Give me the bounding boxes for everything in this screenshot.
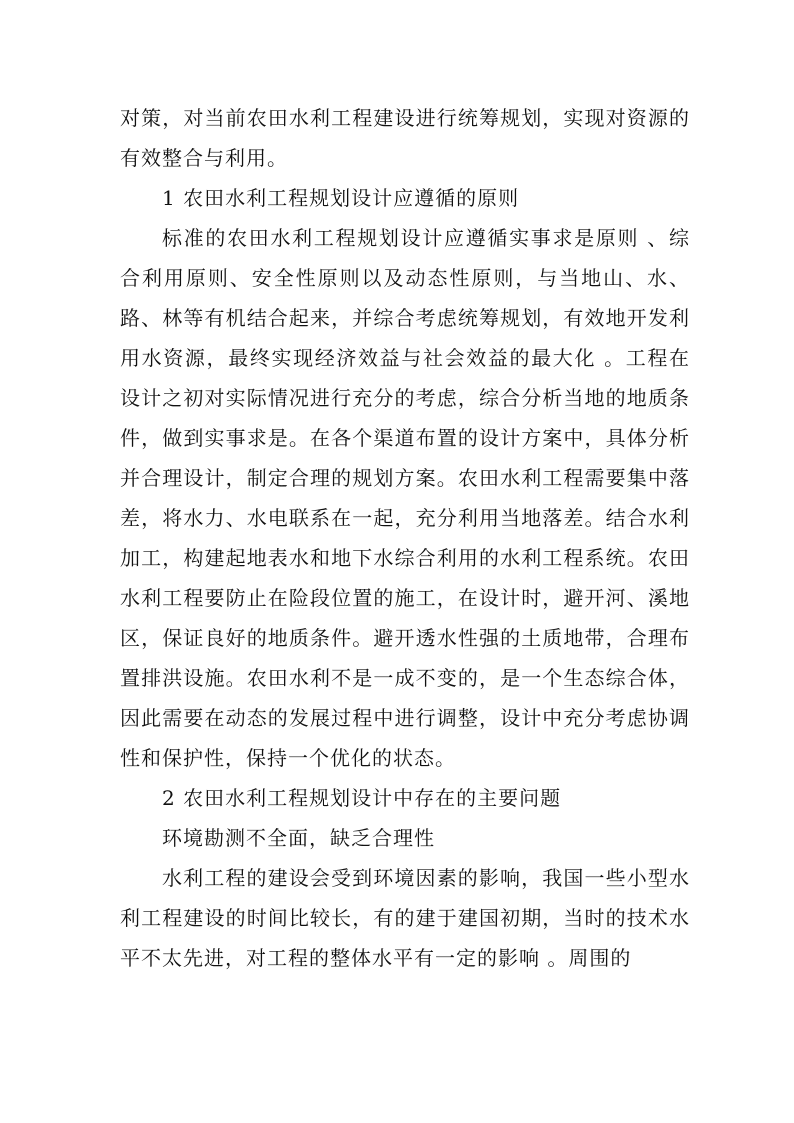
paragraph-intro-continuation: 对策，对当前农田水利工程建设进行统筹规划，实现对资源的有效整合与利用。 bbox=[120, 106, 690, 170]
subsection-heading-environment: 环境勘测不全面，缺乏合理性 bbox=[162, 826, 435, 850]
section-heading-1: 1 农田水利工程规划设计应遵循的原则 bbox=[162, 186, 520, 210]
paragraph-environment: 水利工程的建设会受到环境因素的影响，我国一些小型水利工程建设的时间比较长，有的建于建国初期，当时的技术水平不太先进，对工程的整体水平有一定的影响 。周围的 bbox=[120, 866, 690, 970]
document-body bbox=[120, 98, 690, 978]
section-heading-2: 2 农田水利工程规划设计中存在的主要问题 bbox=[162, 786, 562, 810]
paragraph-principles: 标准的农田水利工程规划设计应遵循实事求是原则 、综合利用原则、安全性原则以及动态性原则，与当地山、水、路、林等有机结合起来，并综合考虑统筹规划，有效地开发利用水资源，最终实现经济效益与社会效益的最大化 。工程在设计之初对实际情况进行充分的考虑，综合分析当地的地质条件，做到实事求是。在各个渠道布置的设计方案中，具体分析并合理设计，制定合理的规划方案。农田水利工程需要集中落差，将水力、水电联系在一起，充分利用当地落差。结合水利加工，构建起地表水和地下水综合利用的水利工程系统。农田水利工程要防止在险段位置的施工，在设计时，避开河、溪地区，保证良好的地质条件。避开透水性强的土质地带，合理布置排洪设施。农田水利不是一成不变的，是一个生态综合体，因此需要在动态的发展过程中进行调整，设计中充分考虑协调性和保护性，保持一个优化的状态。 bbox=[120, 226, 690, 770]
